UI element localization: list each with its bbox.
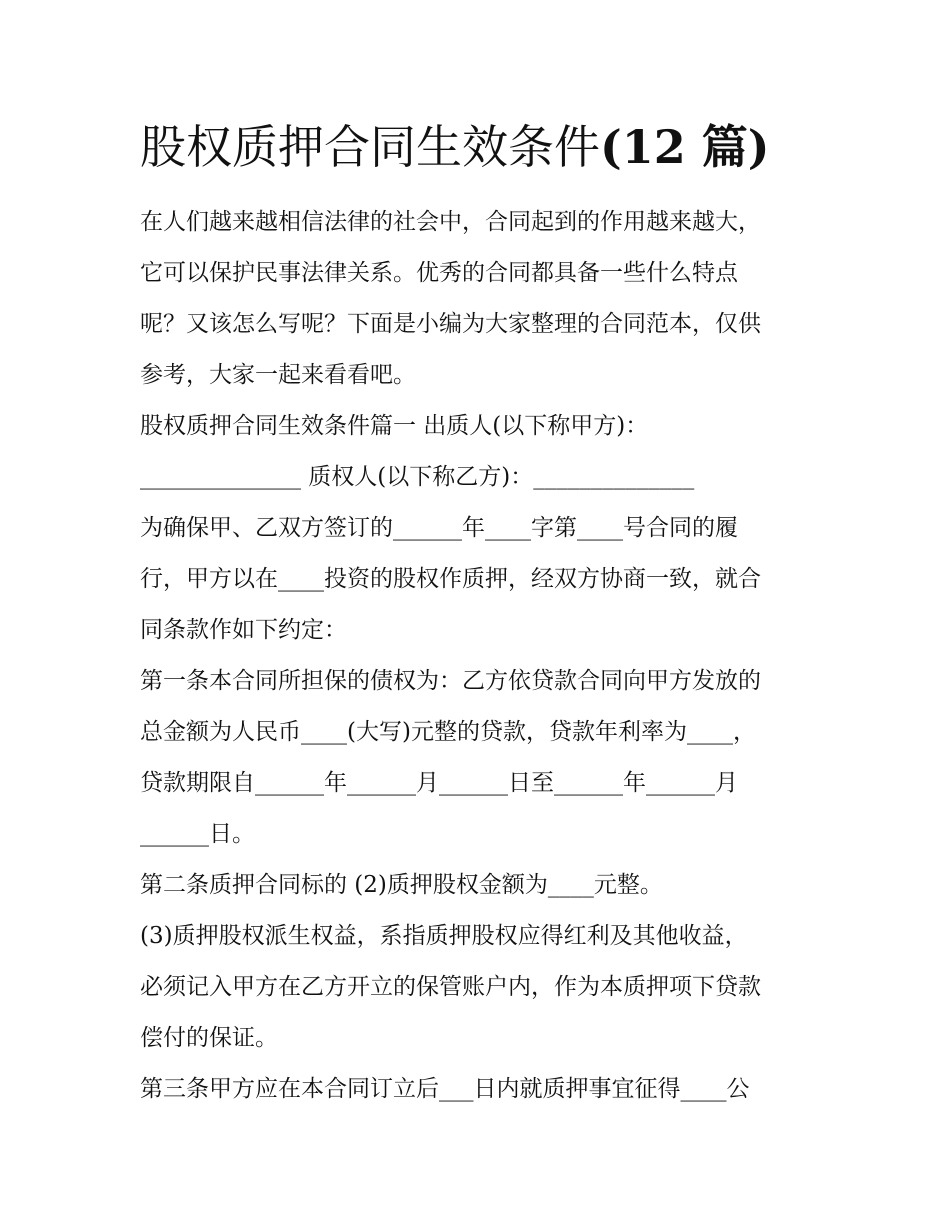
document-title (140, 112, 770, 182)
body-line-1: 在人们越来越相信法律的社会中，合同起到的作用越来越大， (140, 209, 761, 235)
body-line-14: 第二条质押合同标的 (2)质押股权金额为____元整。 (140, 872, 663, 898)
body-line-10: 第一条本合同所担保的债权为：乙方依贷款合同向甲方发放的 (140, 668, 761, 694)
body-line-15: (3)质押股权派生权益，系指质押股权应得红利及其他收益， (140, 923, 748, 949)
body-line-13: ______日。 (140, 821, 255, 847)
body-line-16: 必须记入甲方在乙方开立的保管账户内，作为本质押项下贷款 (140, 974, 761, 1000)
body-line-3: 呢？又该怎么写呢？下面是小编为大家整理的合同范本，仅供 (140, 311, 761, 337)
body-line-11: 总金额为人民币____(大写)元整的贷款，贷款年利率为____， (140, 719, 756, 745)
body-line-2: 它可以保护民事法律关系。优秀的合同都具备一些什么特点 (140, 260, 738, 286)
body-line-18: 第三条甲方应在本合同订立后___日内就质押事宜征得____公 (140, 1076, 750, 1102)
body-line-8: 行，甲方以在____投资的股权作质押，经双方协商一致，就合 (140, 566, 761, 592)
body-line-6: ______________ 质权人(以下称乙方)：______________ (140, 464, 695, 490)
title-count-text: (12 篇) (600, 120, 770, 174)
body-line-12: 贷款期限自______年______月______日至______年______月 (140, 770, 738, 796)
title-main-text: 股权质押合同生效条件 (140, 120, 600, 174)
body-line-9: 同条款作如下约定： (140, 617, 347, 643)
body-line-7: 为确保甲、乙双方签订的______年____字第____号合同的履 (140, 515, 738, 541)
body-line-4: 参考，大家一起来看看吧。 (140, 362, 416, 388)
body-line-17: 偿付的保证。 (140, 1025, 278, 1051)
body-line-5: 股权质押合同生效条件篇一 出质人(以下称甲方)： (140, 413, 649, 439)
